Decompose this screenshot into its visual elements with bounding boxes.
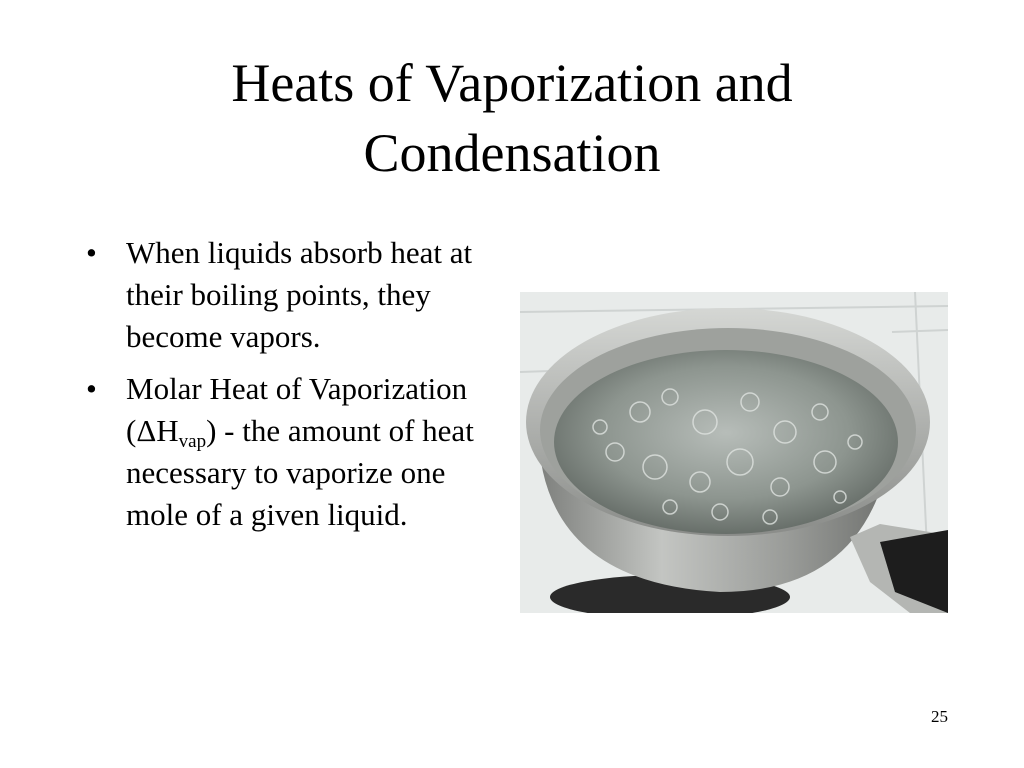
bullet-text-2a: Molar Heat of Vaporization (ΔH bbox=[126, 371, 468, 448]
title-line-1: Heats of Vaporization and bbox=[231, 53, 793, 113]
bullet-list bbox=[86, 232, 486, 546]
boiling-pot-photo bbox=[520, 292, 948, 613]
bullet-marker: • bbox=[86, 235, 97, 270]
slide-title bbox=[90, 48, 934, 188]
bullet-subscript: vap bbox=[178, 431, 207, 452]
bullet-text-2b: ) - the amount of heat necessary to vaporize one mole of a given liquid. bbox=[126, 413, 474, 532]
bullet-item-1 bbox=[86, 232, 486, 358]
bullet-marker: • bbox=[86, 371, 97, 406]
title-line-2: Condensation bbox=[363, 123, 661, 183]
bullet-text-1: When liquids absorb heat at their boiling points, they become vapors. bbox=[126, 235, 473, 354]
bullet-item-2 bbox=[86, 368, 486, 536]
page-number: 25 bbox=[931, 707, 948, 726]
